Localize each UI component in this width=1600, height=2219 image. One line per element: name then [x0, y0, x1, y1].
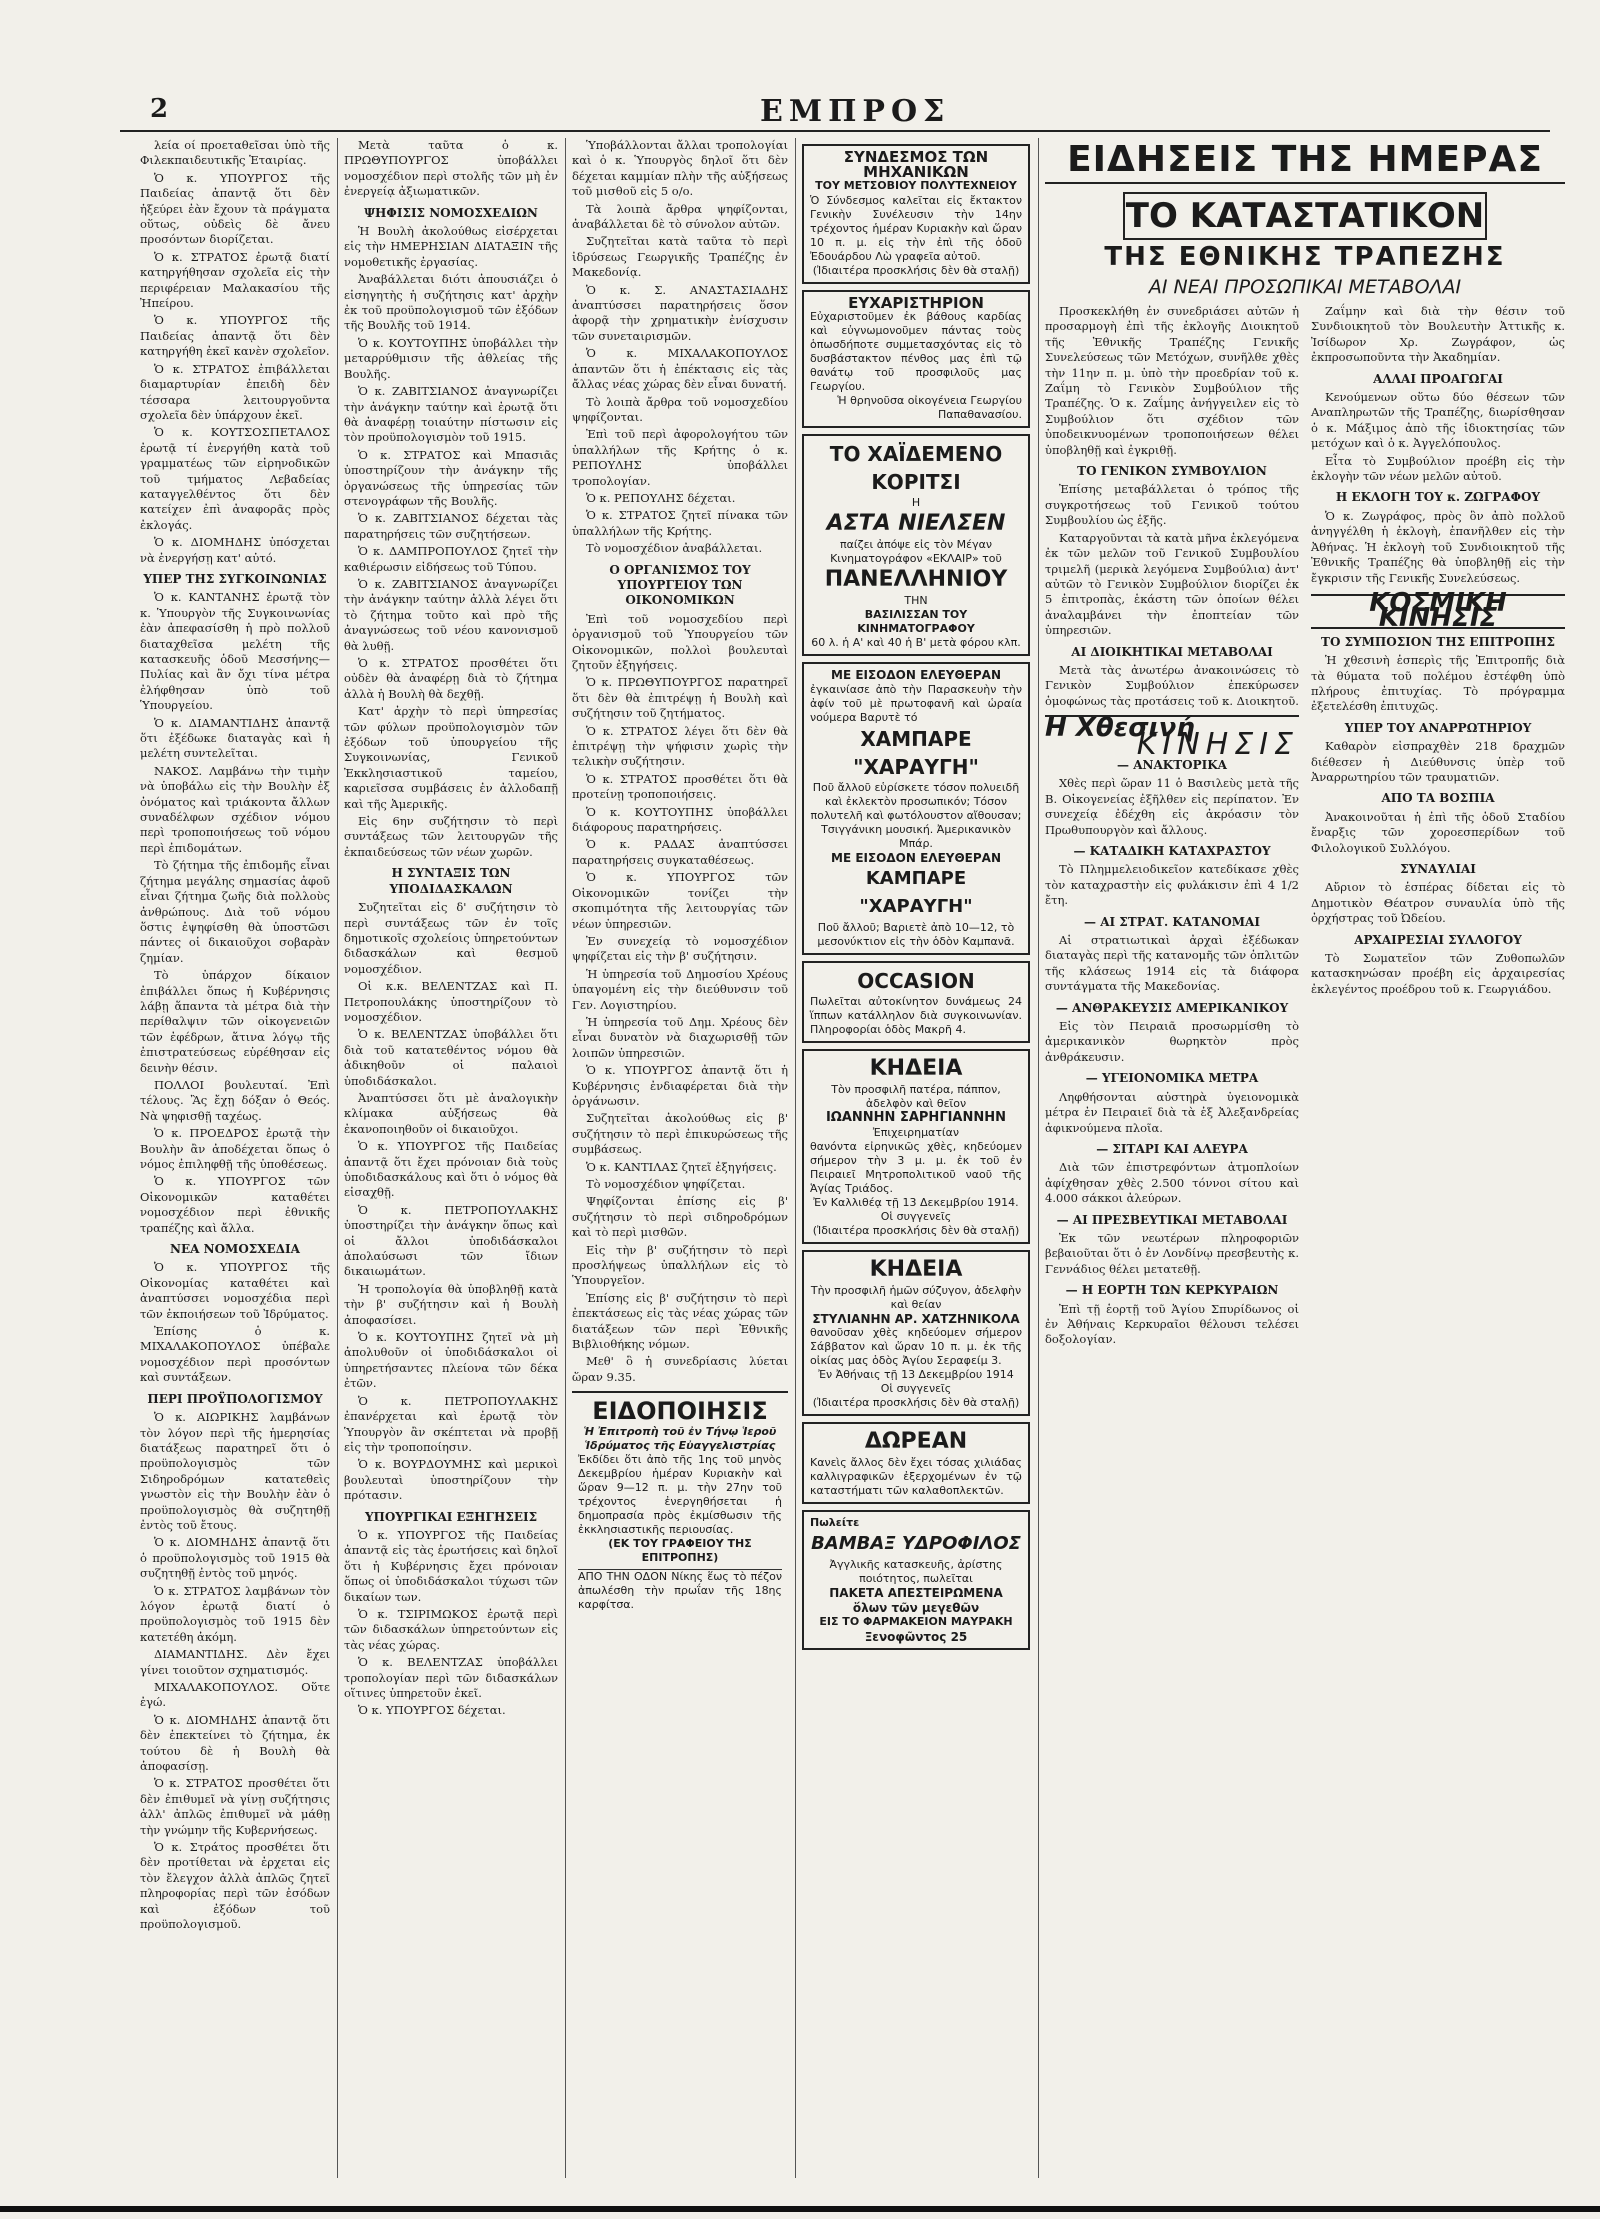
- funeral-2-signature: Οἱ συγγενεῖς: [880, 1382, 952, 1395]
- cotton-label: Πωλείτε: [810, 1516, 860, 1529]
- paragraph: Εἰς τὸν Πειραιᾶ προσωρμίσθη τὸ ἀμερικανικὸν θωρηκτὸν πρὸς ἀνθράκευσιν.: [1045, 1019, 1299, 1064]
- paragraph: Διὰ τῶν ἐπιστρεφόντων ἀτμοπλοίων ἀφίχθησαν χθὲς 2.500 τόννοι σίτου καὶ 4.000 σάκκοι ἀλεύρων.: [1045, 1160, 1299, 1206]
- paragraph: Ὁ κ. ΚΑΝΤΙΛΑΣ ζητεῖ ἐξηγήσεις.: [586, 1159, 777, 1174]
- paragraph: Ὁ κ. ΣΤΡΑΤΟΣ λαμβάνων τὸν λόγον ἐρωτᾷ διατί ὁ προϋπολογισμὸς τοῦ 1915 δὲν κατετέθη ἀκόμη.: [140, 1583, 330, 1644]
- paragraph: Ἐπίσης μεταβάλλεται ὁ τρόπος τῆς συγκροτήσεως τοῦ Γενικοῦ τούτου Συμβουλίου ὡς ἑξῆς.: [1045, 482, 1299, 528]
- paragraph: Τὸ Σωματεῖον τῶν Ζυθοπωλῶν κατασκηνώσαν προέβη εἰς ἀρχαιρεσίας ἐκλεγέντος προέδρου τοῦ κ. Γεωργιάδου.: [1311, 951, 1565, 996]
- bottom-rule: [0, 2206, 1600, 2212]
- column-rule: [795, 138, 796, 2178]
- cinema-body: παίζει ἀπόψε εἰς τὸν Μέγαν Κινηματογράφον «ΕΚΛΑΙΡ» τοῦ: [830, 538, 1002, 565]
- section-heading: — ΑΝΑΚΤΟΡΙΚΑ: [1117, 757, 1227, 772]
- paragraph: Ὁ κ. ΒΕΛΕΝΤΖΑΣ ὑποβάλλει ὅτι διὰ τοῦ κατατεθέντος νόμου θὰ ἀδικηθοῦν οἱ παλαιοὶ ὑποδιδάσκαλοι.: [344, 1027, 558, 1088]
- paragraph: Ὑποβάλλονται ἄλλαι τροπολογίαι καὶ ὁ κ. Ὑπουργὸς δηλοῖ ὅτι δὲν δέχεται καμμίαν πλὴν τῆς αὐξήσεως τοῦ μισθοῦ εἰς 5 ο/ο.: [572, 138, 788, 199]
- paragraph: ΝΑΚΟΣ. Λαμβάνω τὴν τιμὴν νὰ ὑποβάλω εἰς τὴν Βουλὴν ἐξ ὀνόματος καὶ τριάκοντα ἄλλων συναδέλφων σχέδιον νόμου περὶ τροποποιήσεως τοῦ νόμου περὶ ἐπιδομάτων.: [140, 763, 330, 855]
- cotton-title: ΒΑΜΒΑΞ ΥΔΡΟΦΙΛΟΣ: [811, 1533, 1021, 1554]
- paragraph: Ὁ κ. ΤΣΙΡΙΜΩΚΟΣ ἐρωτᾷ περὶ τῶν διδασκάλων ὑπηρετούντων εἰς τὰς νέας χώρας.: [344, 1606, 558, 1652]
- funeral-2-body: θανοῦσαν χθὲς κηδεύομεν σήμερον Σάββατον καὶ ὥραν 10 π. μ. ἐκ τῆς οἰκίας μας ὁδὸς Ἀγίου Σεραφείμ 3.: [810, 1326, 1022, 1367]
- paragraph: Ὁ κ. ΚΟΥΤΟΥΠΗΣ ὑποβάλλει διάφορους παρατηρήσεις.: [572, 804, 788, 835]
- paragraph: Ὁ κ. ΡΕΠΟΥΛΗΣ δέχεται.: [586, 490, 736, 505]
- notice-body: Ἐκδίδει ὅτι ἀπὸ τῆς 1ης τοῦ μηνὸς Δεκεμβρίου ἡμέραν Κυριακὴν καὶ ὥραν 9—12 π. μ. τὴν 27ην τοῦ τρέχοντος ἐνεργηθήσεται ἡ δημοπρασία πρὸς ἐκμίσθωσιν τῆς ἐκκλησιαστικῆς περιουσίας.: [578, 1453, 782, 1537]
- paragraph: Ὁ κ. ΥΠΟΥΡΓΟΣ τῆς Παιδείας ἀπαντᾷ εἰς τὰς ἐρωτήσεις καὶ δηλοῖ ὅτι ἡ Κυβέρνησις ἔχει πρόνοιαν ὅπως οἱ ὑποδιδάσκαλοι τύχωσι τῶν δικαίων των.: [344, 1527, 558, 1604]
- section-heading: ΤΟ ΣΥΜΠΟΣΙΟΝ ΤΗΣ ΕΠΙΤΡΟΠΗΣ: [1321, 634, 1555, 649]
- paragraph: Ἐν συνεχείᾳ τὸ νομοσχέδιον ψηφίζεται εἰς τὴν β' συζήτησιν.: [572, 933, 788, 964]
- occasion-body: Πωλεῖται αὐτοκίνητον δυνάμεως 24 ἵππων κατάλληλον διὰ συγκοινωνίαν. Πληροφορίαι ὁδὸς Μακρῆ 4.: [810, 995, 1022, 1036]
- paragraph: Ὁ κ. ΥΠΟΥΡΓΟΣ δέχεται.: [358, 1703, 506, 1718]
- cotton-address: Ξενοφῶντος 25: [864, 1629, 968, 1644]
- paragraph: Ὁ κ. ΥΠΟΥΡΓΟΣ τῆς Παιδείας ἀπαντᾷ ὅτι ἔχει πρόνοιαν διὰ τοὺς ὑποδιδασκάλους καὶ ὅτι ὁ νόμος θὰ εἰσαχθῇ.: [344, 1139, 558, 1200]
- paragraph: Ὁ κ. ΣΤΡΑΤΟΣ προσθέτει ὅτι θὰ προτείνῃ τροποποιήσεις.: [572, 771, 788, 802]
- column-2: [344, 138, 558, 2188]
- paragraph: Κατ' ἀρχὴν τὸ περὶ ὑπηρεσίας τῶν φύλων προϋπολογισμὸν τῶν ἐξόδων τοῦ ὑπουργείου τῆς Συγκοινωνίας, Γενικοῦ Ἐκκλησιαστικοῦ ταμείου, καριεῖσσα συμβάσεις ἐν ἀλλοδαπῇ καὶ τῆς Ἀμερικῆς.: [344, 704, 558, 811]
- cinema-theatre: ΠΑΝΕΛΛΗΝΙΟΥ: [824, 567, 1008, 592]
- funeral-2-date: Ἐν Ἀθήναις τῇ 13 Δεκεμβρίου 1914: [818, 1368, 1014, 1381]
- cabaret-body: ἐγκαινίασε ἀπὸ τὴν Παρασκευὴν τὴν ἀφίν τοῦ μὲ πρωτοφανῆ καὶ ὡραία νούμερα Βαρυτὲ τό: [810, 682, 1022, 724]
- paragraph: Ὁ κ. ΣΤΡΑΤΟΣ ἐρωτᾷ διατί κατηργήθησαν σχολεῖα εἰς τὴν περιφέρειαν Μαλακασίου τῆς Ἠπείρου.: [140, 249, 330, 311]
- paragraph: Αὔριον τὸ ἑσπέρας δίδεται εἰς τὸ Δημοτικὸν Θέατρον συναυλία ὑπὸ τῆς ὀρχήστρας τοῦ Ὠδείου.: [1311, 880, 1565, 926]
- paragraph: λεία οί προεταθεῖσαι ὑπὸ τῆς Φιλεκπαιδευτικῆς Ἑταιρίας.: [140, 138, 330, 168]
- section-heading: — ΥΓΕΙΟΝΟΜΙΚΑ ΜΕΤΡΑ: [1085, 1071, 1259, 1086]
- news-right: [1311, 304, 1565, 1350]
- paragraph: Ὁ κ. ΒΕΛΕΝΤΖΑΣ ὑποβάλλει τροπολογίαν περὶ τῶν διδασκάλων οἵτινες ὑπηρετοῦν ἐκεῖ.: [344, 1655, 558, 1700]
- funeral-2-intro: Τὴν προσφιλῆ ἡμῶν σύζυγον, ἀδελφὴν καὶ θείαν: [810, 1283, 1022, 1311]
- paragraph: Ὁ κ. ΠΡΩΘΥΠΟΥΡΓΟΣ παρατηρεῖ ὅτι δὲν θὰ ἐπιτρέψῃ ἡ Βουλὴ καὶ συζήτησιν τοῦ ζητήματος.: [572, 675, 788, 721]
- paragraph: Ὁ κ. ΠΡΟΕΔΡΟΣ ἐρωτᾷ τὴν Βουλὴν ἂν ἀποδέχεται ὅπως ὁ νόμος ἐπιληφθῇ τῆς ὑποθέσεως.: [140, 1126, 330, 1171]
- paragraph: Μεθ' ὃ ἡ συνεδρίασις λύεται ὥραν 9.35.: [572, 1354, 788, 1384]
- paragraph: Ψηφίζονται ἐπίσης εἰς β' συζήτησιν τὸ περὶ σιδηροδρόμων καὶ τὸ περὶ μισθῶν.: [572, 1194, 788, 1240]
- notice-title: ΕΙΔΟΠΟΙΗΣΙΣ: [592, 1397, 768, 1426]
- paragraph: Ὁ κ. ΒΟΥΡΔΟΥΜΗΣ καὶ μερικοὶ βουλευταὶ ὑποστηρίζουν τὴν πρότασιν.: [344, 1457, 558, 1503]
- news-banner: ΕΙΔΗΣΕΙΣ ΤΗΣ ΗΜΕΡΑΣ: [1045, 138, 1565, 184]
- paragraph: Τὸ ὑπάρχον δίκαιον ἐπιβάλλει ὅπως ἡ Κυβέρνησις λάβῃ ἅπαντα τὰ μέτρα διὰ τὴν περίθαλψιν τῶν οἰκογενειῶν τῶν ἐφέδρων, ἅτινα λόγῳ τῆς ἐπιστρατεύσεως εὑρέθησαν εἰς δεινὴν θέσιν.: [140, 968, 330, 1075]
- cinema-h: Η: [911, 496, 921, 509]
- paragraph: Ὁ κ. ΖΑΒΙΤΣΙΑΝΟΣ δέχεται τὰς παρατηρήσεις τῶν συζητήσεων.: [344, 511, 558, 541]
- section-heading: — ΣΙΤΑΡΙ ΚΑΙ ΑΛΕΥΡΑ: [1096, 1141, 1248, 1156]
- free-body: Κανεὶς ἄλλος δὲν ἔχει τόσας χιλιάδας καλλιγραφικῶν ἐξερχομένων ἐν τῷ καταστήματι τῶν καλαθοπλεκτῶν.: [810, 1456, 1022, 1497]
- paragraph: Ἡ χθεσινὴ ἑσπερὶς τῆς Ἐπιτροπῆς διὰ τὰ θύματα τοῦ πολέμου ἐστέφθη ὑπὸ πλήρους ἐπιτυχίας. Τὸ πρόγραμμα ἐξετελέσθη ἐπιτυχῶς.: [1311, 653, 1565, 714]
- paragraph: Χθὲς περὶ ὥραν 11 ὁ Βασιλεὺς μετὰ τῆς Β. Οἰκογενείας ἐξῆλθεν εἰς περίπατον. Ἐν συνεχείᾳ ἐδέχθη εἰς ἀκρόασιν τὸν Πρωθυπουργὸν καὶ ἄλλους.: [1045, 776, 1299, 837]
- paragraph: Αἱ στρατιωτικαὶ ἀρχαὶ ἐξέδωκαν διαταγὰς περὶ τῆς κατανομῆς τῶν ὁπλιτῶν τῆς κλάσεως 1914 εἰς τὰ διάφορα συντάγματα τῆς Μακεδονίας.: [1045, 933, 1299, 994]
- thanks-ad: [802, 290, 1030, 429]
- section-heading: — ΚΑΤΑΔΙΚΗ ΚΑΤΑΧΡΑΣΤΟΥ: [1073, 844, 1271, 858]
- cotton-ad: [802, 1510, 1030, 1650]
- funeral-note: (Ἰδιαιτέρα προσκλήσις δὲν θὰ σταλῇ): [812, 1223, 1020, 1237]
- paragraph: Ὁ κ. ΔΙΑΜΑΝΤΙΔΗΣ ἀπαντᾷ ὅτι ἐξέδωκε διαταγὰς καὶ ἡ μελέτη συντελεῖται.: [140, 715, 330, 761]
- paragraph: Ὁ κ. ΔΙΟΜΗΔΗΣ ἀπαντᾷ ὅτι δὲν ἐπεκτείνει τὸ ζήτημα, ἐκ τούτου δὲ ἡ Βουλὴ θὰ ἀποφασίσῃ.: [140, 1712, 330, 1774]
- paragraph: Ἀναπτύσσει ὅτι μὲ ἀναλογικὴν κλίμακα αὐξήσεως θὰ ἐκανοποιηθοῦν οἱ δικαιοῦχοι.: [344, 1090, 558, 1136]
- column-rule: [1038, 138, 1039, 2178]
- paragraph: Ἡ Βουλὴ ἀκολούθως εἰσέρχεται εἰς τὴν ΗΜΕΡΗΣΙΑΝ ΔΙΑΤΑΞΙΝ τῆς νομοθετικῆς ἐργασίας.: [344, 224, 558, 269]
- funeral-2-name: ΣΤΥΛΙΑΝΗΝ ΑΡ. ΧΑΤΖΗΝΙΚΟΛΑ: [812, 1311, 1020, 1326]
- section-heading: — ΑΙ ΣΤΡΑΤ. ΚΑΤΑΝΟΜΑΙ: [1084, 914, 1260, 929]
- paragraph: Τὸ ζήτημα τῆς ἐπιδομῆς εἶναι ζήτημα μεγάλης σημασίας ἀφοῦ εἶναι ζήτημα ζωῆς διὰ πολλοὺς ἀνθρώπους. Διὰ τοῦ νόμου ὅστις ἐψηφίσθη θὰ ὑποστῶσι πάντες οἱ δικαιοῦχοι σοβαρὰν ζημίαν.: [140, 858, 330, 965]
- paragraph: Ληφθήσονται αὐστηρὰ ὑγειονομικὰ μέτρα ἐν Πειραιεῖ διὰ τὰ ἐξ Ἀλεξανδρείας ἀφικνούμενα πλοῖα.: [1045, 1089, 1299, 1135]
- engineers-note: (Ἰδιαιτέρα προσκλήσις δὲν θὰ σταλῇ): [812, 263, 1020, 277]
- cabaret-list: Ποῦ ἄλλοῦ εὑρίσκετε τόσον πολυειδῆ καὶ ἐκλεκτὸν προσωπικόν; Τόσον πολυτελῆ καὶ φωτόλουστον αἴθουσαν; Τσιγγάνικη μουσική. Ἀμερικανικὸν Μπάρ.: [810, 780, 1022, 850]
- section-heading: ΑΡΧΑΙΡΕΣΙΑΙ ΣΥΛΛΟΓΟΥ: [1354, 932, 1522, 947]
- paragraph: Ὁ κ. ΣΤΡΑΤΟΣ προσθέτει ὅτι οὐδὲν θὰ ἀναφέρῃ διὰ τὸ ζήτημα ἀλλὰ ἡ Βουλὴ θὰ δεχθῇ.: [344, 656, 558, 701]
- paragraph: Ὁ κ. ΥΠΟΥΡΓΟΣ τῆς Παιδείας ἀπαντᾷ ὅτι δὲν ἠξεύρει ἐὰν ἔχουν τὰ πράγματα οὕτως, οὐδεὶς δὲ ἄνευ προσόντων διορίζεται.: [140, 170, 330, 247]
- paragraph: Καθαρὸν εἰσπραχθὲν 218 δραχμῶν διέθεσεν ἡ Διεύθυνσις ὑπὲρ τοῦ Ἀναρρωτηρίου τῶν τραυματιῶν.: [1311, 739, 1565, 784]
- paragraph: Τὸ νομοσχέδιον ψηφίζεται.: [586, 1177, 746, 1191]
- funeral-intro: Τὸν προσφιλῆ πατέρα, πάππον, ἀδελφὸν καὶ θεῖον: [831, 1083, 1001, 1110]
- paragraph: Ὁ κ. ΣΤΡΑΤΟΣ ζητεῖ πίνακα τῶν ὑπαλλήλων τῆς Κρήτης.: [572, 508, 788, 538]
- paragraph: Ἡ ὑπηρεσία τοῦ Δημ. Χρέους δὲν εἶναι δυνατὸν νὰ διαχωρισθῇ τῶν λοιπῶν ὑπηρεσιῶν.: [572, 1014, 788, 1060]
- paragraph: Ὁ κ. ΣΤΡΑΤΟΣ λέγει ὅτι δὲν θὰ ἐπιτρέψῃ τὴν ψήφισιν χωρὶς τὴν τελικὴν συζήτησιν.: [572, 723, 788, 769]
- paragraph: Ὁ κ. ΣΤΡΑΤΟΣ ἐπιβάλλεται διαμαρτυρίαν ἐπειδὴ δὲν τέσσαρα λειτουργοῦντα σχολεῖα δὲν ὑπάρχουν ἐκεῖ.: [140, 361, 330, 422]
- paragraph: Ὁ κ. ΚΟΥΤΟΥΠΗΣ ζητεῖ νὰ μὴ ἀπολυθοῦν οἱ ὑποδιδάσκαλοι οἱ ὑπηρετήσαντες πλείονα τῶν δέκα ἐτῶν.: [344, 1330, 558, 1391]
- paragraph: Ὁ κ. ΜΙΧΑΛΑΚΟΠΟΥΛΟΣ ἀπαντῶν ὅτι ἡ ἐπέκτασις εἰς τὰς ἄλλας νέας χώρας δὲν εἶναι δυνατή.: [572, 346, 788, 392]
- section-heading: Ο ΟΡΓΑΝΙΣΜΟΣ ΤΟΥ ΥΠΟΥΡΓΕΙΟΥ ΤΩΝ ΟΙΚΟΝΟΜΙΚΩΝ: [609, 562, 751, 608]
- section-heading: ΤΟ ΓΕΝΙΚΟΝ ΣΥΜΒΟΥΛΙΟΝ: [1077, 464, 1267, 479]
- cabaret-name: ΧΑΜΠΑΡΕ "ΧΑΡΑΥΓΗ": [853, 726, 979, 779]
- section-heading: — ΑΝΘΡΑΚΕΥΣΙΣ ΑΜΕΡΙΚΑΝΙΚΟΥ: [1055, 1000, 1289, 1015]
- paragraph: Ζαΐμην καὶ διὰ τὴν θέσιν τοῦ Συνδιοικητοῦ τὸν Βουλευτὴν Ἀττικῆς κ. Ἰσίδωρον Χρ. Ζωγράφον, ὡς ἐκπροσωποῦντα τὴν Ἀκαδημίαν.: [1311, 304, 1565, 365]
- newspaper-title: ΕΜΠΡΟΣ: [760, 94, 951, 129]
- paragraph: Καταργοῦνται τὰ κατὰ μῆνα ἐκλεγόμενα ἐκ τῶν μελῶν τοῦ Γενικοῦ Συμβουλίου τριμελῆ (μερικὰ λεγόμενα Συμβούλια) ἀντ' αὐτῶν τὸ Γενικὸν Συμβούλιον διορίζει ἐκ 5 ἐπιτροπὰς, ἑκάστη τῶν ὁποίων θέλει ἀναλαμβάνει τὴν ἐποπτείαν τῶν ὑπηρεσιῶν.: [1045, 530, 1299, 638]
- news-two-col: [1045, 304, 1565, 1350]
- cinema-title: ΤΟ ΧΑΪΔΕΜΕΝΟ ΚΟΡΙΤΣΙ: [829, 442, 1003, 494]
- cotton-shop: ΕΙΣ ΤΟ ΦΑΡΜΑΚΕΙΟΝ ΜΑΥΡΑΚΗ: [819, 1615, 1013, 1628]
- section-heading: ΨΗΦΙΣΙΣ ΝΟΜΟΣΧΕΔΙΩΝ: [364, 205, 538, 220]
- paragraph: Ὁ κ. ΥΠΟΥΡΓΟΣ ἀπαντᾷ ὅτι ἡ Κυβέρνησις ἐνδιαφέρεται διὰ τὴν ὀργάνωσιν.: [572, 1063, 788, 1108]
- column-rule: [337, 138, 338, 2178]
- paragraph: Συζητεῖται εἰς δ' συζήτησιν τὸ περὶ συντάξεως τῶν ἐν τοῖς δημοτικοῖς σχολείοις ὑπηρετούντων διδασκάλων καὶ θεσμοῦ νομοσχέδιον.: [344, 900, 558, 976]
- paragraph: Ὁ κ. Σ. ΑΝΑΣΤΑΣΙΑΔΗΣ ἀναπτύσσει παρατηρήσεις ὅσον ἀφορᾷ τὴν χρηματικὴν ἐνίσχυσιν τῶν συνεταιρισμῶν.: [572, 282, 788, 343]
- paragraph: Μετὰ τὰς ἀνωτέρω ἀνακοινώσεις τὸ Γενικὸν Συμβούλιον ἐπεκύρωσεν ὁμοφώνως τὰς προτάσεις τοῦ κ. Διοικητοῦ.: [1045, 662, 1299, 708]
- cinema-price: 60 λ. ἡ Α' καὶ 40 ἡ Β' μετὰ φόρου κλπ.: [811, 636, 1021, 649]
- yesterday-movement-header: [1045, 713, 1299, 762]
- paragraph: Ὁ κ. ΖΑΒΙΤΣΙΑΝΟΣ ἀναγνωρίζει τὴν ἀνάγκην ταύτην καὶ ἐρωτᾷ ὅτι θὰ ἀναφέρῃ τοιαύτην πίστωσιν εἰς τὸν προϋπολογισμὸν τοῦ 1915.: [344, 384, 558, 445]
- section-heading: ΑΛΛΑΙ ΠΡΟΑΓΩΓΑΙ: [1373, 371, 1503, 386]
- funeral-name: ΙΩΑΝΝΗΝ ΣΑΡΗΓΙΑΝΝΗΝ: [825, 1110, 1007, 1125]
- funeral-ad-2: [802, 1250, 1030, 1417]
- section-heading: ΠΕΡΙ ΠΡΟΫΠΟΛΟΓΙΣΜΟΥ: [147, 1391, 323, 1406]
- page-number: 2: [150, 94, 169, 124]
- funeral-2-note: (Ἰδιαιτέρα προσκλήσις δὲν θὰ σταλῇ): [812, 1396, 1020, 1409]
- thesini-heading: Η Χθεσινή: [1045, 713, 1195, 744]
- cotton-packs: ΠΑΚΕΤΑ ΑΠΕΣΤΕΙΡΩΜΕΝΑ ὅλων τῶν μεγεθῶν: [829, 1586, 1003, 1615]
- cotton-body: Ἀγγλικῆς κατασκευῆς, ἀρίστης ποιότητος, πωλεῖται: [829, 1558, 1003, 1585]
- paragraph: Ὁ κ. ΣΤΡΑΤΟΣ καὶ Μπασιᾶς ὑποστηρίζουν τὴν ἀνάγκην τῆς ὀργανώσεως τῆς ὑπηρεσίας τῶν στενογράφων τῆς Βουλῆς.: [344, 447, 558, 508]
- funeral-signature: Οἱ συγγενεῖς: [880, 1209, 952, 1223]
- funeral-body: θανόντα εἰρηνικῶς χθὲς, κηδεύομεν σήμερον τὴν 3 μ. μ. ἐκ τοῦ ἐν Πειραιεῖ Μητροπολιτικοῦ ναοῦ τῆς Ἁγίας Τριάδος.: [810, 1139, 1022, 1195]
- cinema-queen: ΒΑΣΙΛΙΣΣΑΝ ΤΟΥ ΚΙΝΗΜΑΤΟΓΡΑΦΟΥ: [857, 608, 975, 635]
- cinema-star: ΑΣΤΑ ΝΙΕΛΣΕΝ: [826, 511, 1006, 536]
- paragraph: Ὁ κ. ΖΑΒΙΤΣΙΑΝΟΣ ἀναγνωρίζει τὴν ἀνάγκην ταύτην ἀλλὰ λέγει ὅτι τὸ ζήτημα τοῦτο καὶ πρὸ τῆς ἀναγνώσεως τοῦ νέου κανονισμοῦ θὰ λυθῇ.: [344, 576, 558, 653]
- thanks-body: Εὐχαριστοῦμεν ἐκ βάθους καρδίας καὶ εὐγνωμονοῦμεν πάντας τοὺς ὁπωσδήποτε συμμετασχόντας εἰς τὸ δυσβάστακτον πένθος μας ἐπὶ τῷ θανάτῳ τοῦ προσφιλοῦς μας Γεωργίου.: [810, 310, 1022, 393]
- paragraph: Ἡ τροπολογία θὰ ὑποβληθῇ κατὰ τὴν β' συζήτησιν καὶ ἡ Βουλὴ ἀποφασίσει.: [344, 1281, 558, 1327]
- section-heading: ΥΠΕΡ ΤΟΥ ΑΝΑΡΡΩΤΗΡΙΟΥ: [1344, 720, 1532, 735]
- paragraph: Συζητεῖται ἀκολούθως εἰς β' συζήτησιν τὸ περὶ ἐπικυρώσεως τῆς συμβάσεως.: [572, 1111, 788, 1157]
- engineers-title: ΣΥΝΔΕΣΜΟΣ ΤΩΝ ΜΗΧΑΝΙΚΩΝ: [843, 148, 989, 181]
- paragraph: Ἡ ὑπηρεσία τοῦ Δημοσίου Χρέους ὑπαγομένη εἰς τὴν διεύθυνσιν τοῦ Γεν. Λογιστηρίου.: [572, 966, 788, 1012]
- paragraph: Μετὰ ταῦτα ὁ κ. ΠΡΩΘΥΠΟΥΡΓΟΣ ὑποβάλλει νομοσχέδιον περὶ στολῆς τῶν μὴ ἐν ἐνεργείᾳ ἀξιωματικῶν.: [344, 138, 558, 199]
- masthead: [120, 94, 1550, 132]
- notice-subtitle: Ἡ Ἐπιτροπὴ τοῦ ἐν Τήνῳ Ἱεροῦ Ἱδρύματος τῆς Εὐαγγελιστρίας: [583, 1425, 777, 1453]
- paragraph: Ἐκ τῶν νεωτέρων πληροφοριῶν βεβαιοῦται ὅτι ὁ ἐν Λονδίνῳ πρεσβευτὴς κ. Γεννάδιος θέλει μετατεθῇ.: [1045, 1230, 1299, 1276]
- society-heading: ΚΟΣΜΙΚΗ ΚΙΝΗΣΙΣ: [1311, 594, 1565, 629]
- column-1: [140, 138, 330, 2188]
- paragraph: ΠΟΛΛΟΙ βουλευταί. Ἐπὶ τέλους. Ἂς ἔχῃ δόξαν ὁ Θεός. Νὰ ψηφισθῇ ταχέως.: [140, 1077, 330, 1123]
- paragraph: Ὁ κ. ΔΑΜΠΡΟΠΟΥΛΟΣ ζητεῖ τὴν καθιέρωσιν εἰδήσεως τοῦ Τύπου.: [344, 544, 558, 574]
- paragraph: Ὁ κ. ΚΟΥΤΟΥΠΗΣ ὑποβάλλει τὴν μεταρρύθμισιν τῆς ἀθλείας τῆς Βουλῆς.: [344, 335, 558, 381]
- lead-title: ΤΟ ΚΑΤΑΣΤΑΤΙΚΟΝ: [1123, 192, 1487, 240]
- section-heading: ΑΠΟ ΤΑ ΒΟΣΠΙΑ: [1381, 791, 1495, 806]
- paragraph: Εἰς 6ην συζήτησιν τὸ περὶ συντάξεως τῶν λειτουργῶν τῆς ἐκπαιδεύσεως τῶν νέων χωρῶν.: [344, 814, 558, 859]
- free-title: ΔΩΡΕΑΝ: [864, 1429, 968, 1454]
- funeral-title: ΚΗΔΕΙΑ: [869, 1056, 963, 1081]
- cabaret-ad: [802, 662, 1030, 955]
- section-heading: — ΑΙ ΠΡΕΣΒΕΥΤΙΚΑΙ ΜΕΤΑΒΟΛΑΙ: [1056, 1212, 1288, 1227]
- paragraph: Ὁ κ. ΥΠΟΥΡΓΟΣ τῶν Οἰκονομικῶν τονίζει τὴν σκοπιμότητα τῆς λειτουργίας τῶν νέων ὑπηρεσιῶν.: [572, 870, 788, 931]
- section-heading: ΥΠΟΥΡΓΙΚΑΙ ΕΞΗΓΗΣΕΙΣ: [364, 1509, 538, 1524]
- paragraph: ΜΙΧΑΛΑΚΟΠΟΥΛΟΣ. Οὕτε ἐγώ.: [140, 1680, 330, 1710]
- paragraph: Κενούμενων οὕτω δύο θέσεων τῶν Αναπληρωτῶν τῆς Τραπέζης, διωρίσθησαν ὁ κ. Μάξιμος ἀπὸ τῆς ἰδιοκτησίας τῶν μετόχων καὶ ὁ κ. Ἀγγελόπουλος.: [1311, 390, 1565, 451]
- cinema-the: ΤΗΝ: [904, 594, 928, 607]
- section-heading: ΑΙ ΔΙΟΙΚΗΤΙΚΑΙ ΜΕΤΑΒΟΛΑΙ: [1071, 644, 1273, 659]
- paragraph: Ἀνακοινοῦται ἡ ἐπὶ τῆς ὁδοῦ Σταδίου ἔναρξις τῶν χοροεσπερίδων τοῦ Φιλολογικοῦ Συλλόγου.: [1311, 809, 1565, 855]
- cabaret-name-2: ΚΑΜΠΑΡΕ "ΧΑΡΑΥΓΗ": [859, 868, 973, 917]
- occasion-title: OCCASION: [857, 969, 975, 993]
- thanks-title: ΕΥΧΑΡΙΣΤΗΡΙΟΝ: [848, 293, 984, 312]
- paragraph: Τὸ λοιπὰ ἄρθρα τοῦ νομοσχεδίου ψηφίζονται.: [572, 394, 788, 424]
- column-4-ads: [802, 138, 1030, 2188]
- paragraph: Ἐπὶ τῇ ἑορτῇ τοῦ Ἁγίου Σπυρίδωνος οἱ ἐν Ἀθήναις Κερκυραῖοι θέλουσι τελέσει δοξολογίαν.: [1045, 1301, 1299, 1347]
- paragraph: Ἐπίσης εἰς β' συζήτησιν τὸ περὶ ἐπεκτάσεως εἰς τὰς νέας χώρας τῶν διατάξεων τῶν περὶ Ἐθνικῆς Βιβλιοθήκης νόμων.: [572, 1290, 788, 1352]
- kinisis-heading: ΚΙΝΗΣΙΣ: [1136, 726, 1299, 762]
- free-ad: [802, 1422, 1030, 1504]
- funeral-role: Ἐπιχειρηματίαν: [872, 1125, 960, 1139]
- paragraph: Ἀναβάλλεται διότι ἀπουσιάζει ὁ εἰσηγητὴς ἡ συζήτησις κατ' ἀρχὴν ἐκ τοῦ προϋπολογισμοῦ τῶν ἐξόδων τῆς Βουλῆς τοῦ 1914.: [344, 272, 558, 333]
- paragraph: Ὁ κ. ΡΑΔΑΣ ἀναπτύσσει παρατηρήσεις συγκαταθέσεως.: [572, 837, 788, 867]
- section-heading: Η ΣΥΝΤΑΞΙΣ ΤΩΝ ΥΠΟΔΙΔΑΣΚΑΛΩΝ: [389, 866, 513, 896]
- paragraph: Ὁ κ. ΠΕΤΡΟΠΟΥΛΑΚΗΣ ὑποστηρίζει τὴν ἀνάγκην ὅπως καὶ οἱ ἄλλοι ὑποδιδάσκαλοι ἀπολαύσωσι τῶν ἴδιων δικαιωμάτων.: [344, 1202, 558, 1279]
- column-rule: [565, 138, 566, 2178]
- paragraph: Ὁ κ. Στράτος προσθέτει ὅτι δὲν προτίθεται νὰ ἐρχεται εἰς τὸν ἔλεγχον ἀλλὰ ἀπλῶς ζητεῖ πληροφορίας περὶ τῶν ἐσόδων καὶ ἐξόδων τοῦ προϋπολογισμοῦ.: [140, 1840, 330, 1932]
- paragraph: Εἶτα τὸ Συμβούλιον προέβη εἰς τὴν ἐκλογὴν τῶν νέων μελῶν αὐτοῦ.: [1311, 453, 1565, 484]
- section-heading: ΣΥΝΑΥΛΙΑΙ: [1400, 862, 1476, 876]
- paragraph: Συζητεῖται κατὰ ταῦτα τὸ περὶ ἰδρύσεως Γεωργικῆς Τραπέζης ἐν Μακεδονίᾳ.: [572, 234, 788, 280]
- occasion-ad: [802, 961, 1030, 1043]
- lead-subtitle: ΤΗΣ ΕΘΝΙΚΗΣ ΤΡΑΠΕΖΗΣ: [1104, 242, 1506, 272]
- funeral-2-title: ΚΗΔΕΙΑ: [869, 1256, 963, 1282]
- paragraph: Ἐπὶ τοῦ νομοσχεδίου περὶ ὀργανισμοῦ τοῦ Ὑπουργείου τῶν Οἰκονομικῶν, πολλοὶ βουλευταὶ ζητοῦν ἐξηγήσεις.: [572, 611, 788, 672]
- news-left: [1045, 304, 1299, 1350]
- thanks-signature: Ἡ θρηνοῦσα οἰκογένεια Γεωργίου Παπαθανασίου.: [837, 394, 1022, 421]
- paragraph: Ὁ κ. ΠΕΤΡΟΠΟΥΛΑΚΗΣ ἐπανέρχεται καὶ ἐρωτᾷ τὸν Ὑπουργὸν ἂν σκέπτεται νὰ προβῇ εἰς τὴν τροποποίησιν.: [344, 1393, 558, 1454]
- section-heading: ΝΕΑ ΝΟΜΟΣΧΕΔΙΑ: [170, 1242, 300, 1257]
- column-3: [572, 138, 788, 2188]
- paragraph: Ὁ κ. ΔΙΟΜΗΔΗΣ ὑπόσχεται νὰ ἐνεργήσῃ κατ' αὐτό.: [140, 535, 330, 565]
- notice-footer: ΑΠΟ ΤΗΝ ΟΔΟΝ Νίκης ἕως τὸ πέζον ἀπωλέσθη τὴν πρωΐαν τῆς 18ης καρφίτσα.: [578, 1570, 782, 1612]
- section-heading: — Η ΕΟΡΤΗ ΤΩΝ ΚΕΡΚΥΡΑΙΩΝ: [1065, 1283, 1279, 1298]
- paragraph: Ὁ κ. ΣΤΡΑΤΟΣ προσθέτει ὅτι δὲν ἐπιθυμεῖ νὰ γίνῃ συζήτησις ἀλλ' ἀπλῶς ἐπιθυμεῖ νὰ μάθῃ τὴν γνώμην τῆς Κυβερνήσεως.: [140, 1776, 330, 1837]
- engineers-subtitle: ΤΟΥ ΜΕΤΣΟΒΙΟΥ ΠΟΛΥΤΕΧΝΕΙΟΥ: [815, 179, 1017, 192]
- cinema-ad: [802, 434, 1030, 656]
- paragraph: Ὁ κ. ΥΠΟΥΡΓΟΣ τῶν Οἰκονομικῶν καταθέτει νομοσχέδιον περὶ ἐθνικῆς τραπέζης καὶ ἄλλα.: [140, 1174, 330, 1235]
- paragraph: Ὁ κ. ΑΙΩΡΙΚΗΣ λαμβάνων τὸν λόγον περὶ τῆς ἡμερησίας διατάξεως παρατηρεῖ ὅτι ὁ προϋπολογισμὸς τῶν Σιδηροδρόμων κατατεθεὶς γνωστὸν εἰς τὴν Βουλὴν ἐὰν ὁ προϋπολογισμὸς θὰ συζητηθῇ ἐντὸς τοῦ ἔτους.: [140, 1410, 330, 1532]
- cabaret-free: ΜΕ ΕΙΣΟΔΟΝ ΕΛΕΥΘΕΡΑΝ: [831, 850, 1001, 865]
- paragraph: Ἐπίσης ὁ κ. ΜΙΧΑΛΑΚΟΠΟΥΛΟΣ ὑπέβαλε νομοσχέδιον περὶ προσόντων καὶ συντάξεων.: [140, 1324, 330, 1385]
- cabaret-free-title: ΜΕ ΕΙΣΟΔΟΝ ΕΛΕΥΘΕΡΑΝ: [831, 668, 1001, 682]
- paragraph: Ὁ κ. ΚΟΥΤΣΟΣΠΕΤΑΛΟΣ ἐρωτᾷ τί ἐνεργήθη κατὰ τοῦ γραμματέως τῶν εἰρηνοδικῶν τοῦ τμήματος Λεβαδείας καταγγελθέντος ὅτι δὲν κατείχεν ἐπὶ ἀναφορᾶς πρὸς ἐκλογάς.: [140, 425, 330, 532]
- paragraph: Ὁ κ. ΥΠΟΥΡΓΟΣ τῆς Οἰκονομίας καταθέτει καὶ ἀναπτύσσει νομοσχέδια περὶ τῶν ἐκποιήσεων τοῦ Ἰδρύματος.: [140, 1260, 330, 1321]
- engineers-ad: [802, 144, 1030, 284]
- column-5-news: [1045, 138, 1565, 2198]
- paragraph: Ὁ κ. ΔΙΟΜΗΔΗΣ ἀπαντᾷ ὅτι ὁ προϋπολογισμὸς τοῦ 1915 θὰ συζητηθῇ ἐντὸς τοῦ μηνός.: [140, 1535, 330, 1581]
- section-heading: ΥΠΕΡ ΤΗΣ ΣΥΓΚΟΙΝΩΝΙΑΣ: [143, 571, 327, 586]
- notice-ad: [572, 1391, 788, 1616]
- paragraph: Ὁ κ. ΥΠΟΥΡΓΟΣ τῆς Παιδείας ἀπαντᾷ ὅτι δὲν κατηργήθη ἐκεῖ κανὲν σχολεῖον.: [140, 313, 330, 359]
- paragraph: Ἐπὶ τοῦ περὶ ἀφορολογήτου τῶν ὑπαλλήλων τῆς Κρήτης ὁ κ. ΡΕΠΟΥΛΗΣ ὑποβάλλει τροπολογίαν.: [572, 427, 788, 488]
- notice-signature: (ΕΚ ΤΟΥ ΓΡΑΦΕΙΟΥ ΤΗΣ ΕΠΙΤΡΟΠΗΣ): [608, 1537, 752, 1565]
- cabaret-footer: Ποῦ ἄλλοῦ; Βαριετὲ ἀπὸ 10—12, τὸ μεσονύκτιον εἰς τὴν ὁδὸν Καμπανᾶ.: [817, 921, 1015, 948]
- paragraph: Τὸ Πλημμελειοδικεῖον κατεδίκασε χθὲς τὸν καταχραστὴν εἰς φυλάκισιν ἐπὶ 4 1/2 ἔτη.: [1045, 862, 1299, 908]
- paragraph: Οἱ κ.κ. ΒΕΛΕΝΤΖΑΣ καὶ Π. Πετροπουλάκης ὑποστηρίζουν τὸ νομοσχέδιον.: [344, 979, 558, 1024]
- funeral-ad: [802, 1049, 1030, 1244]
- paragraph: Τὰ λοιπὰ ἄρθρα ψηφίζονται, ἀναβάλλεται δὲ τὸ σύνολον αὐτῶν.: [572, 201, 788, 232]
- funeral-date: Ἐν Καλλιθέᾳ τῇ 13 Δεκεμβρίου 1914.: [813, 1195, 1019, 1209]
- section-heading: Η ΕΚΛΟΓΗ ΤΟΥ κ. ΖΩΓΡΑΦΟΥ: [1335, 490, 1541, 505]
- engineers-body: Ὁ Σύνδεσμος καλεῖται εἰς ἔκτακτον Γενικὴν Συνέλευσιν τὴν 14ην τρέχοντος ἡμέραν Κυριακὴν καὶ ὥραν 10 π. μ. εἰς τὴν ἐπὶ τῆς ὁδοῦ Ἐδουάρδου Λὼ γραφεῖα αὐτοῦ.: [810, 193, 1022, 263]
- paragraph: Ὁ κ. ΚΑΝΤΑΝΗΣ ἐρωτᾷ τὸν κ. Ὑπουργὸν τῆς Συγκοινωνίας ἐὰν ἀπεφασίσθη ἡ πρὸ πολλοῦ διαταχθεῖσα μελέτη τῆς κατασκευῆς ὁδοῦ Μεσσήνης—Πυλίας καὶ ἂν ὄχι τίνα μέτρα ἐλήφθησαν ὑπὸ τοῦ Ὑπουργείου.: [140, 590, 330, 713]
- paragraph: Εἰς τὴν β' συζήτησιν τὸ περὶ προσλήψεως ὑπαλλήλων εἰς τὸ Ὑπουργεῖον.: [572, 1242, 788, 1288]
- paragraph: Προσκεκλήθη ἐν συνεδριάσει αὐτῶν ἡ προσαρμογὴ ἐπὶ τῆς ἐκλογῆς Διοικητοῦ τῆς Ἐθνικῆς Τραπέζης Γενικῆς Συνελεύσεως τῶν Μετόχων, συνῆλθε χθὲς τὴν 11ην π. μ. ὑπὸ τὴν προεδρίαν τοῦ κ. Ζαΐμη τὸ Γενικὸν Συμβούλιον τῆς Τραπέζης. Ὁ κ. Ζαΐμης ἀνήγγειλεν εἰς τὸ Συμβούλιον ὅτι σχέδιον τῶν ὑποδεικνυομένων τροποποιήσεων θέλει ὑποβληθῇ καὶ ἐγκριθῇ.: [1045, 304, 1299, 457]
- lead-subtitle-2: ΑΙ ΝΕΑΙ ΠΡΟΣΩΠΙΚΑΙ ΜΕΤΑΒΟΛΑΙ: [1148, 276, 1462, 298]
- paragraph: Ὁ κ. Ζωγράφος, πρὸς ὃν ἀπὸ πολλοῦ ἀνηγγέλθη ἡ ἐκλογὴ, ἐπανῆλθεν εἰς τὴν Ἀθήνας. Ἡ ἐκλογὴ τοῦ Συνδιοικητοῦ τῆς Ἐθνικῆς Τραπέζης θὰ ὑποβληθῇ εἰς τὴν ἔγκρισιν τῆς Γενικῆς Συνελεύσεως.: [1311, 508, 1565, 585]
- paragraph: Τὸ νομοσχέδιον ἀναβάλλεται.: [586, 541, 763, 556]
- paragraph: ΔΙΑΜΑΝΤΙΔΗΣ. Δὲν ἔχει γίνει τοιοῦτον σχηματισμός.: [140, 1647, 330, 1677]
